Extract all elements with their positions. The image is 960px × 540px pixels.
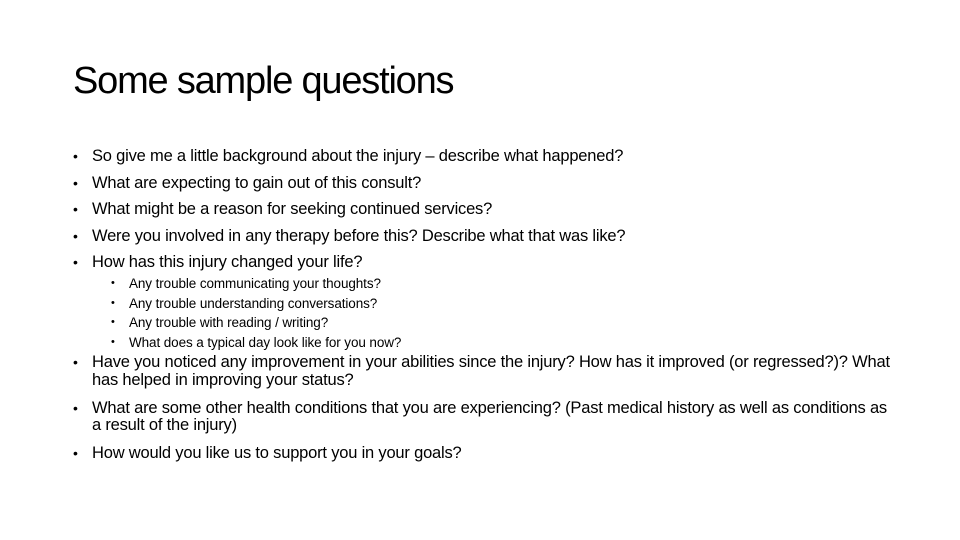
sub-question-text: Any trouble communicating your thoughts?	[129, 276, 381, 291]
slide-title: Some sample questions	[73, 60, 454, 102]
sub-question-text: Any trouble with reading / writing?	[129, 315, 329, 330]
sub-question-list	[111, 274, 471, 352]
list-item	[111, 274, 471, 294]
question-list	[73, 143, 733, 276]
list-item	[73, 143, 733, 170]
list-item	[73, 223, 733, 250]
question-text: How has this injury changed your life?	[92, 253, 363, 271]
list-item	[73, 445, 893, 463]
question-text: Have you noticed any improvement in your abilities since the injury? How has it improved (or regressed?)? What has helped in improving your status?	[92, 353, 890, 389]
bullet-icon: •	[111, 316, 115, 328]
question-text: What might be a reason for seeking continued services?	[92, 200, 493, 218]
bullet-icon: •	[73, 354, 78, 370]
question-text: What are some other health conditions that you are experiencing? (Past medical history as well as conditions as a result of the injury)	[92, 398, 887, 434]
sub-question-text: What does a typical day look like for you now?	[129, 334, 402, 350]
bullet-icon: •	[73, 254, 78, 270]
question-text: Were you involved in any therapy before this? Describe what that was like?	[92, 226, 626, 245]
bullet-icon: •	[111, 296, 115, 309]
bullet-icon: •	[73, 174, 78, 191]
list-item	[73, 354, 893, 389]
question-text: So give me a little background about the injury – describe what happened?	[92, 147, 624, 165]
bullet-icon: •	[73, 227, 78, 244]
question-text: How would you like us to support you in your goals?	[92, 444, 462, 462]
more-question-list	[73, 354, 893, 473]
sub-question-text: Any trouble understanding conversations?	[129, 295, 378, 311]
list-item	[111, 313, 471, 333]
bullet-icon: •	[73, 201, 78, 217]
list-item	[73, 400, 893, 435]
bullet-icon: •	[111, 335, 115, 348]
question-text: What are expecting to gain out of this consult?	[92, 173, 422, 192]
list-item	[111, 294, 471, 314]
bullet-icon: •	[73, 445, 78, 461]
bullet-icon: •	[73, 399, 78, 416]
list-item	[73, 249, 733, 276]
bullet-icon: •	[73, 148, 78, 164]
list-item	[73, 170, 733, 197]
list-item	[111, 333, 471, 353]
list-item	[73, 196, 733, 223]
bullet-icon: •	[111, 277, 115, 289]
